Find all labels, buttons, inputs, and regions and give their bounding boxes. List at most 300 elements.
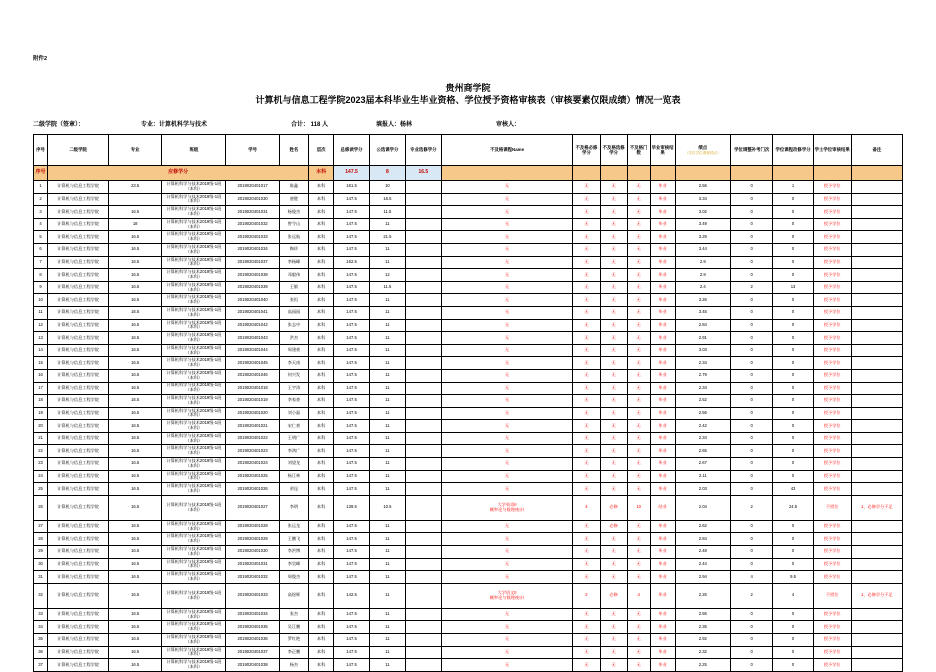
cell-grad-status: 毕业 xyxy=(650,231,675,244)
cell-no: 28 xyxy=(34,533,48,546)
req-major: 16.5 xyxy=(405,166,441,181)
cell-gpa: 3.03 xyxy=(675,344,730,357)
cell-failed-courses: 无 xyxy=(441,181,573,194)
cell-degree-credit: 0 xyxy=(773,369,813,382)
cell-no: 33 xyxy=(34,608,48,621)
cell-grad-status: 毕业 xyxy=(650,193,675,206)
cell-total-credit: 147.5 xyxy=(334,432,370,445)
cell-fail-required-credit: 无 xyxy=(573,520,600,533)
cell-degree-status: 授予学位 xyxy=(813,395,851,408)
cell-student-id: 2019020401033 xyxy=(226,231,279,244)
req-no: 序号 xyxy=(34,166,48,181)
cell-total-credit: 147.5 xyxy=(334,382,370,395)
cell-major-elective xyxy=(405,445,441,458)
cell-college: 计算机与信息工程学院 xyxy=(48,495,109,520)
cell-public-elective: 11 xyxy=(369,546,405,559)
cell-major: 16.5 xyxy=(109,571,162,584)
cell-no: 10 xyxy=(34,294,48,307)
cell-college: 计算机与信息工程学院 xyxy=(48,445,109,458)
cell-college: 计算机与信息工程学院 xyxy=(48,332,109,345)
cell-remark xyxy=(851,181,902,194)
cell-fail-required-credit: 无 xyxy=(573,281,600,294)
cell-fail-count: 无 xyxy=(627,533,650,546)
cell-degree-credit: 0 xyxy=(773,218,813,231)
cell-level: 本科 xyxy=(309,357,334,370)
cell-major-elective xyxy=(405,357,441,370)
cell-college: 计算机与信息工程学院 xyxy=(48,583,109,608)
cell-student-id: 2019020401046 xyxy=(226,369,279,382)
cell-name: 罗红艳 xyxy=(279,634,308,647)
cell-degree-status: 授予学位 xyxy=(813,357,851,370)
cell-name: 邓毅伟 xyxy=(279,269,308,282)
cell-adjust: 0 xyxy=(731,608,773,621)
cell-degree-status: 授予学位 xyxy=(813,445,851,458)
cell-adjust: 4 xyxy=(731,571,773,584)
cell-adjust: 0 xyxy=(731,269,773,282)
cell-major-elective xyxy=(405,206,441,219)
cell-college: 计算机与信息工程学院 xyxy=(48,218,109,231)
cell-major: 16.5 xyxy=(109,407,162,420)
cell-remark xyxy=(851,420,902,433)
cell-major: 16.5 xyxy=(109,608,162,621)
cell-class: 计算机科学与技术2019级-1班（本科） xyxy=(162,608,226,621)
cell-total-credit: 147.5 xyxy=(334,445,370,458)
cell-degree-status: 授予学位 xyxy=(813,646,851,659)
cell-name: 曾令山 xyxy=(279,218,308,231)
cell-public-elective: 11 xyxy=(369,369,405,382)
cell-total-credit: 147.5 xyxy=(334,533,370,546)
cell-adjust: 0 xyxy=(731,520,773,533)
cell-degree-credit: 0 xyxy=(773,357,813,370)
cell-adjust: 0 xyxy=(731,243,773,256)
req-label: 应修学分 xyxy=(48,166,309,181)
cell-major-elective xyxy=(405,583,441,608)
cell-major: 16.5 xyxy=(109,520,162,533)
cell-failed-courses: 无 xyxy=(441,608,573,621)
cell-remark xyxy=(851,306,902,319)
cell-class: 计算机科学与技术2019级-1班（本科） xyxy=(162,520,226,533)
cell-grad-status: 毕业 xyxy=(650,432,675,445)
cell-student-id: 2019020401030 xyxy=(226,193,279,206)
table-row xyxy=(34,407,903,420)
cell-adjust: 0 xyxy=(731,218,773,231)
cell-gpa: 2.44 xyxy=(675,558,730,571)
table-row xyxy=(34,483,903,496)
cell-remark xyxy=(851,608,902,621)
cell-student-id: 2019020401035 xyxy=(226,621,279,634)
cell-name: 杨江林 xyxy=(279,470,308,483)
cell-no: 24 xyxy=(34,470,48,483)
cell-major-elective xyxy=(405,634,441,647)
cell-adjust: 0 xyxy=(731,546,773,559)
cell-fail-required-credit: 无 xyxy=(573,357,600,370)
meta-total: 合计： 118 人 xyxy=(291,122,329,128)
cell-public-elective: 11 xyxy=(369,344,405,357)
cell-total-credit: 147.5 xyxy=(334,306,370,319)
cell-fail-elective-credit: 无 xyxy=(600,420,627,433)
table-row xyxy=(34,495,903,520)
cell-public-elective: 11 xyxy=(369,395,405,408)
cell-failed-courses: 无 xyxy=(441,294,573,307)
cell-no: 17 xyxy=(34,382,48,395)
table-row xyxy=(34,319,903,332)
cell-remark xyxy=(851,269,902,282)
cell-level: 本科 xyxy=(309,458,334,471)
cell-major: 16.5 xyxy=(109,319,162,332)
cell-level: 本科 xyxy=(309,470,334,483)
cell-student-id: 2019020401037 xyxy=(226,646,279,659)
cell-fail-count: 无 xyxy=(627,646,650,659)
cell-gpa: 2.52 xyxy=(675,395,730,408)
cell-major-elective xyxy=(405,382,441,395)
cell-remark xyxy=(851,470,902,483)
meta-major: 专业：计算机科学与技术 xyxy=(141,122,208,128)
cell-adjust: 0 xyxy=(731,395,773,408)
cell-failed-courses: 无 xyxy=(441,458,573,471)
cell-public-elective: 11 xyxy=(369,445,405,458)
cell-grad-status: 毕业 xyxy=(650,181,675,194)
cell-class: 计算机科学与技术2019级-1班（本科） xyxy=(162,470,226,483)
cell-level: 本科 xyxy=(309,218,334,231)
cell-remark xyxy=(851,344,902,357)
cell-adjust: 0 xyxy=(731,420,773,433)
cell-degree-credit: 43 xyxy=(773,483,813,496)
cell-class: 计算机科学与技术2019级-1班（本科） xyxy=(162,420,226,433)
cell-class: 计算机科学与技术2019级-1班（本科） xyxy=(162,558,226,571)
cell-degree-status: 授予学位 xyxy=(813,458,851,471)
cell-public-elective: 11 xyxy=(369,571,405,584)
cell-major: 16.5 xyxy=(109,495,162,520)
table-row xyxy=(34,269,903,282)
cell-fail-elective-credit: 无 xyxy=(600,306,627,319)
cell-failed-courses: 无 xyxy=(441,558,573,571)
cell-college: 计算机与信息工程学院 xyxy=(48,608,109,621)
table-row xyxy=(34,646,903,659)
cell-gpa: 2.84 xyxy=(675,533,730,546)
cell-major-elective xyxy=(405,231,441,244)
cell-fail-count: 无 xyxy=(627,571,650,584)
cell-failed-courses: 无 xyxy=(441,646,573,659)
cell-student-id: 2019020401034 xyxy=(226,243,279,256)
cell-major: 16.5 xyxy=(109,583,162,608)
cell-college: 计算机与信息工程学院 xyxy=(48,357,109,370)
cell-gpa: 2.84 xyxy=(675,319,730,332)
req-f3 xyxy=(627,166,650,181)
cell-no: 2 xyxy=(34,193,48,206)
cell-public-elective: 11 xyxy=(369,432,405,445)
cell-public-elective: 11.5 xyxy=(369,206,405,219)
cell-degree-status: 授予学位 xyxy=(813,634,851,647)
cell-class: 计算机科学与技术2019级-1班（本科） xyxy=(162,218,226,231)
cell-major-elective xyxy=(405,558,441,571)
cell-college: 计算机与信息工程学院 xyxy=(48,533,109,546)
cell-fail-elective-credit: 无 xyxy=(600,621,627,634)
cell-major-elective xyxy=(405,243,441,256)
cell-fail-count: 无 xyxy=(627,420,650,433)
cell-adjust: 0 xyxy=(731,256,773,269)
cell-no: 25 xyxy=(34,483,48,496)
required-credit-row xyxy=(34,166,903,181)
cell-level: 本科 xyxy=(309,483,334,496)
cell-level: 本科 xyxy=(309,344,334,357)
cell-fail-count: 无 xyxy=(627,256,650,269)
cell-no: 22 xyxy=(34,445,48,458)
cell-fail-count: 无 xyxy=(627,458,650,471)
cell-public-elective: 10.5 xyxy=(369,495,405,520)
cell-public-elective: 11 xyxy=(369,357,405,370)
cell-college: 计算机与信息工程学院 xyxy=(48,193,109,206)
cell-fail-elective-credit: 无 xyxy=(600,634,627,647)
cell-fail-elective-credit: 无 xyxy=(600,269,627,282)
cell-no: 14 xyxy=(34,344,48,357)
cell-fail-count: 无 xyxy=(627,332,650,345)
table-row xyxy=(34,281,903,294)
cell-name: 王鹏飞 xyxy=(279,533,308,546)
cell-class: 计算机科学与技术2019级-1班（本科） xyxy=(162,583,226,608)
cell-remark xyxy=(851,558,902,571)
cell-major: 16.5 xyxy=(109,306,162,319)
cell-remark xyxy=(851,281,902,294)
cell-level: 本科 xyxy=(309,294,334,307)
cell-degree-credit: 0 xyxy=(773,332,813,345)
th-fail-elective-credit: 不及格选修学分 xyxy=(600,135,627,166)
cell-fail-required-credit: 无 xyxy=(573,546,600,559)
cell-name: 洪杰 xyxy=(279,332,308,345)
cell-student-id: 2019020401036 xyxy=(226,634,279,647)
cell-fail-required-credit: 无 xyxy=(573,369,600,382)
cell-remark xyxy=(851,218,902,231)
cell-no: 16 xyxy=(34,369,48,382)
cell-gpa: 2.62 xyxy=(675,520,730,533)
cell-class: 计算机科学与技术2019级-1班（本科） xyxy=(162,319,226,332)
cell-major-elective xyxy=(405,395,441,408)
cell-student-id: 2019020401034 xyxy=(226,608,279,621)
cell-no: 8 xyxy=(34,269,48,282)
cell-major-elective xyxy=(405,420,441,433)
cell-public-elective: 11 xyxy=(369,306,405,319)
cell-college: 计算机与信息工程学院 xyxy=(48,407,109,420)
cell-failed-courses: 无 xyxy=(441,256,573,269)
cell-grad-status: 毕业 xyxy=(650,470,675,483)
cell-public-elective: 11 xyxy=(369,470,405,483)
cell-failed-courses: 无 xyxy=(441,520,573,533)
cell-major-elective xyxy=(405,646,441,659)
cell-public-elective: 11 xyxy=(369,319,405,332)
cell-major-elective xyxy=(405,407,441,420)
cell-failed-courses: 无 xyxy=(441,206,573,219)
cell-fail-count: 无 xyxy=(627,319,650,332)
cell-fail-elective-credit: 无 xyxy=(600,571,627,584)
cell-degree-status: 授予学位 xyxy=(813,306,851,319)
cell-failed-courses: 无 xyxy=(441,306,573,319)
cell-major-elective xyxy=(405,218,441,231)
cell-grad-status: 毕业 xyxy=(650,319,675,332)
cell-fail-count: 无 xyxy=(627,306,650,319)
cell-student-id: 2019020401019 xyxy=(226,395,279,408)
cell-student-id: 2019020401028 xyxy=(226,520,279,533)
cell-gpa: 2.9 xyxy=(675,269,730,282)
cell-level: 本科 xyxy=(309,646,334,659)
cell-grad-status: 毕业 xyxy=(650,256,675,269)
cell-level: 本科 xyxy=(309,558,334,571)
cell-student-id: 2019020401022 xyxy=(226,432,279,445)
cell-fail-count: 无 xyxy=(627,294,650,307)
cell-major-elective xyxy=(405,369,441,382)
cell-student-id: 2019020401040 xyxy=(226,294,279,307)
cell-remark xyxy=(851,646,902,659)
cell-level: 本科 xyxy=(309,319,334,332)
cell-student-id: 2019020401017 xyxy=(226,181,279,194)
cell-adjust: 0 xyxy=(731,319,773,332)
cell-fail-count: 无 xyxy=(627,231,650,244)
cell-public-elective: 11 xyxy=(369,608,405,621)
cell-degree-status: 授予学位 xyxy=(813,369,851,382)
th-level: 层次 xyxy=(309,135,334,166)
cell-fail-count: 无 xyxy=(627,181,650,194)
cell-name: 余昆 xyxy=(279,483,308,496)
cell-degree-credit: 0 xyxy=(773,432,813,445)
cell-remark: 1、必修学分不足 xyxy=(851,583,902,608)
cell-remark xyxy=(851,395,902,408)
cell-name: 李家豪 xyxy=(279,395,308,408)
req-gpa xyxy=(675,166,730,181)
cell-degree-status: 授予学位 xyxy=(813,621,851,634)
cell-major-elective xyxy=(405,483,441,496)
req-remark xyxy=(851,166,902,181)
meta-filler: 填报人：杨林 xyxy=(376,122,413,128)
cell-degree-status: 授予学位 xyxy=(813,432,851,445)
cell-level: 本科 xyxy=(309,281,334,294)
th-degree-credit: 学位课程改修学分 xyxy=(773,135,813,166)
cell-degree-credit: 0 xyxy=(773,319,813,332)
cell-fail-count: 无 xyxy=(627,445,650,458)
cell-degree-status: 授予学位 xyxy=(813,181,851,194)
cell-level: 本科 xyxy=(309,546,334,559)
cell-remark xyxy=(851,243,902,256)
cell-fail-count: 无 xyxy=(627,357,650,370)
table-row xyxy=(34,546,903,559)
cell-fail-elective-credit: 必修 xyxy=(600,495,627,520)
cell-major-elective xyxy=(405,495,441,520)
cell-failed-courses: 大学英语II 概率论与数理统计I xyxy=(441,495,573,520)
cell-college: 计算机与信息工程学院 xyxy=(48,659,109,672)
cell-major: 16.5 xyxy=(109,357,162,370)
cell-major-elective xyxy=(405,319,441,332)
title-block xyxy=(0,82,936,107)
cell-level: 本科 xyxy=(309,608,334,621)
cell-name: 杨杰 xyxy=(279,659,308,672)
cell-grad-status: 毕业 xyxy=(650,583,675,608)
cell-student-id: 2019020401038 xyxy=(226,269,279,282)
cell-fail-required-credit: 无 xyxy=(573,659,600,672)
cell-degree-credit: 0 xyxy=(773,306,813,319)
cell-no: 21 xyxy=(34,432,48,445)
cell-degree-credit: 0 xyxy=(773,395,813,408)
cell-adjust: 0 xyxy=(731,294,773,307)
cell-total-credit: 147.5 xyxy=(334,646,370,659)
cell-fail-required-credit: 4 xyxy=(573,495,600,520)
cell-fail-count: 无 xyxy=(627,659,650,672)
cell-student-id: 2019020401031 xyxy=(226,558,279,571)
th-gpa-sub: （学位学位课程绩点） xyxy=(684,150,721,155)
cell-level: 本科 xyxy=(309,445,334,458)
cell-class: 计算机科学与技术2019级-1班（本科） xyxy=(162,445,226,458)
cell-student-id: 2019020401032 xyxy=(226,571,279,584)
cell-student-id: 2019020401024 xyxy=(226,458,279,471)
cell-name: 刘望龙 xyxy=(279,458,308,471)
cell-class: 计算机科学与技术2019级-1班（本科） xyxy=(162,193,226,206)
cell-name: 刘小磊 xyxy=(279,407,308,420)
cell-failed-courses: 无 xyxy=(441,634,573,647)
table-row xyxy=(34,420,903,433)
cell-name: 张运龙 xyxy=(279,520,308,533)
cell-total-credit: 147.5 xyxy=(334,634,370,647)
cell-grad-status: 毕业 xyxy=(650,407,675,420)
cell-failed-courses: 无 xyxy=(441,420,573,433)
cell-grad-status: 毕业 xyxy=(650,243,675,256)
cell-student-id: 2019020401043 xyxy=(226,332,279,345)
cell-grad-status: 毕业 xyxy=(650,369,675,382)
req-grad xyxy=(650,166,675,181)
cell-grad-status: 毕业 xyxy=(650,621,675,634)
req-adj xyxy=(731,166,773,181)
cell-level: 本科 xyxy=(309,181,334,194)
cell-major: 16.5 xyxy=(109,646,162,659)
cell-gpa: 2.94 xyxy=(675,571,730,584)
cell-gpa: 3.49 xyxy=(675,218,730,231)
cell-class: 计算机科学与技术2019级-1班（本科） xyxy=(162,269,226,282)
cell-fail-required-credit: 2 xyxy=(573,583,600,608)
th-public-elective: 公选课学分 xyxy=(369,135,405,166)
cell-degree-credit: 0 xyxy=(773,256,813,269)
cell-grad-status: 毕业 xyxy=(650,546,675,559)
cell-failed-courses: 无 xyxy=(441,533,573,546)
cell-total-credit: 147.5 xyxy=(334,608,370,621)
table-row xyxy=(34,206,903,219)
cell-class: 计算机科学与技术2019级-1班（本科） xyxy=(162,281,226,294)
cell-class: 计算机科学与技术2019级-1班（本科） xyxy=(162,231,226,244)
cell-degree-credit: 9.5 xyxy=(773,571,813,584)
cell-adjust: 0 xyxy=(731,432,773,445)
cell-total-credit: 147.5 xyxy=(334,420,370,433)
cell-total-credit: 147.5 xyxy=(334,218,370,231)
meta-auditor: 审核人： xyxy=(496,122,521,128)
cell-degree-credit: 0 xyxy=(773,470,813,483)
cell-grad-status: 毕业 xyxy=(650,445,675,458)
cell-remark xyxy=(851,369,902,382)
cell-remark xyxy=(851,634,902,647)
cell-fail-elective-credit: 无 xyxy=(600,483,627,496)
cell-failed-courses: 无 xyxy=(441,483,573,496)
th-degree-status: 学士学位审核结果 xyxy=(813,135,851,166)
cell-fail-count: 4 xyxy=(627,583,650,608)
cell-no: 27 xyxy=(34,520,48,533)
cell-major: 16.5 xyxy=(109,243,162,256)
table-row xyxy=(34,621,903,634)
cell-gpa: 2.25 xyxy=(675,659,730,672)
cell-adjust: 0 xyxy=(731,357,773,370)
cell-gpa: 3.34 xyxy=(675,193,730,206)
cell-degree-status: 授予学位 xyxy=(813,243,851,256)
cell-major: 16.5 xyxy=(109,269,162,282)
table-row xyxy=(34,659,903,672)
cell-public-elective: 11 xyxy=(369,243,405,256)
cell-adjust: 0 xyxy=(731,231,773,244)
cell-degree-credit: 0 xyxy=(773,546,813,559)
cell-public-elective: 11 xyxy=(369,458,405,471)
cell-degree-status: 授予学位 xyxy=(813,294,851,307)
cell-student-id: 2019020401026 xyxy=(226,483,279,496)
